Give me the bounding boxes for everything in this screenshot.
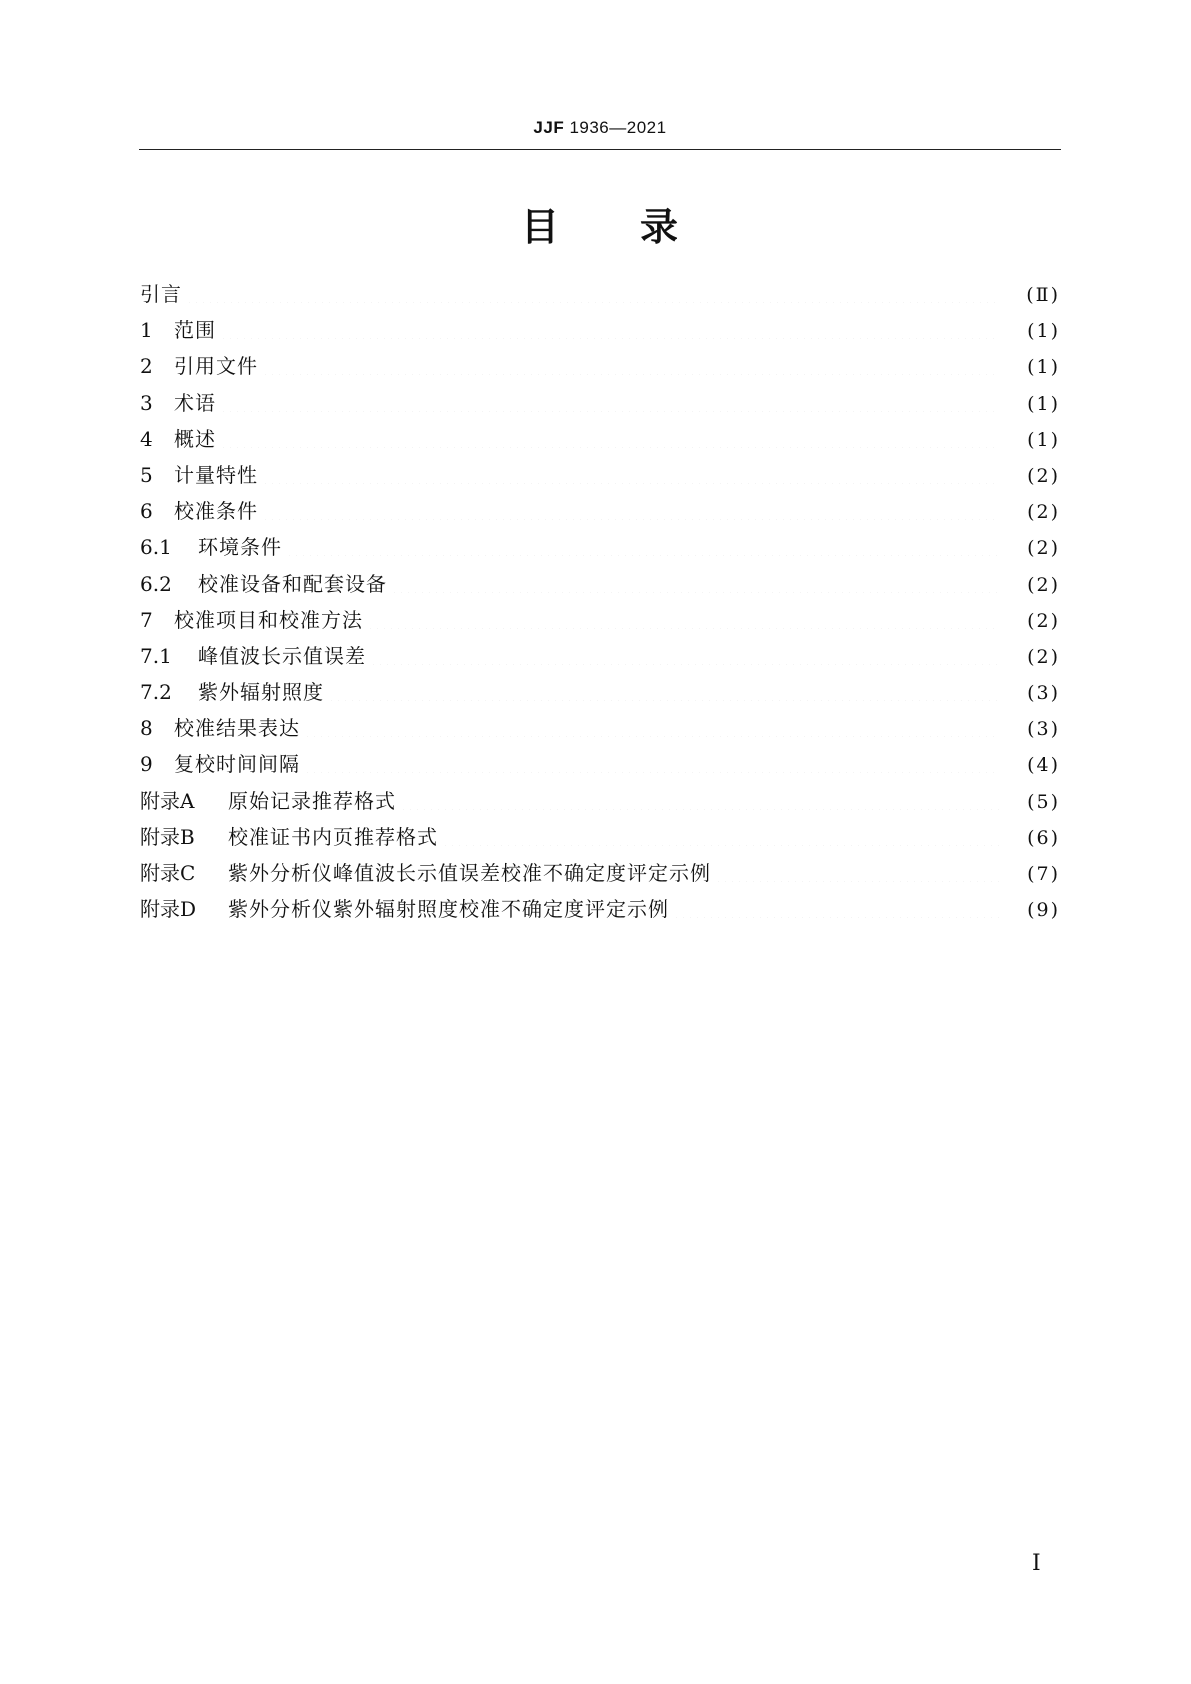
- toc-dot-leader: [220, 317, 1000, 339]
- toc-entry[interactable]: [140, 495, 1060, 531]
- toc-entry-title: 范围: [174, 318, 216, 343]
- toc-entry[interactable]: [140, 423, 1060, 459]
- toc-entry-title: 引用文件: [174, 354, 258, 379]
- toc-entry-title: 校准证书内页推荐格式: [228, 824, 438, 849]
- toc-entry-number: 4: [140, 426, 153, 451]
- toc-entry[interactable]: [140, 676, 1060, 712]
- toc-entry[interactable]: [140, 568, 1060, 604]
- toc-dot-leader: [186, 281, 1000, 303]
- toc-entry-title: 环境条件: [198, 535, 282, 560]
- toc-entry[interactable]: [140, 748, 1060, 784]
- toc-entry-number: 8: [140, 716, 153, 741]
- page-title: [140, 196, 1060, 251]
- toc-entry[interactable]: [140, 314, 1060, 350]
- toc-entry[interactable]: [140, 857, 1060, 893]
- toc-entry-number: 附录C: [140, 861, 196, 885]
- toc-entry-number: 9: [140, 752, 153, 777]
- toc-dot-leader: [370, 643, 1000, 665]
- toc-entry-number: 6.2: [140, 571, 172, 596]
- document-header: [140, 118, 1060, 138]
- toc-entry[interactable]: [140, 785, 1060, 821]
- title-char-1: 目: [520, 205, 560, 249]
- toc-dot-leader: [262, 353, 1000, 375]
- toc-entry-number: 3: [140, 390, 153, 415]
- toc-entry-page: (1): [1027, 356, 1060, 379]
- toc-entry-number: 附录B: [140, 824, 195, 849]
- toc-entry[interactable]: [140, 278, 1060, 314]
- toc-dot-leader: [286, 534, 1000, 556]
- toc-entry-page: (2): [1027, 464, 1060, 487]
- title-char-2: 录: [640, 205, 680, 249]
- toc-entry-title: 术语: [174, 390, 216, 415]
- toc-entry[interactable]: [140, 640, 1060, 676]
- toc-entry-number: 6.1: [140, 535, 172, 560]
- standard-number: 1936—2021: [569, 118, 667, 137]
- header-rule: [139, 149, 1061, 150]
- toc-entry[interactable]: [140, 604, 1060, 640]
- toc-entry-title: 引言: [140, 282, 182, 306]
- toc-entry-title: 校准结果表达: [174, 716, 300, 741]
- toc-entry-number: 7: [140, 607, 153, 632]
- toc-dot-leader: [391, 571, 1000, 593]
- toc-dot-leader: [367, 607, 1000, 629]
- toc-entry-page: (2): [1027, 645, 1060, 668]
- toc-entry-title: 紫外分析仪峰值波长示值误差校准不确定度评定示例: [228, 861, 711, 885]
- toc-entry-page: (3): [1027, 718, 1060, 741]
- toc-dot-leader: [262, 498, 1000, 520]
- toc-entry-page: (1): [1027, 392, 1060, 415]
- toc-entry-number: 附录A: [140, 788, 195, 813]
- toc-dot-leader: [304, 751, 1000, 773]
- toc-entry-page: (2): [1027, 537, 1060, 560]
- toc-entry-page: (2): [1027, 501, 1060, 524]
- toc-dot-leader: [400, 788, 1000, 810]
- toc-entry[interactable]: [140, 531, 1060, 567]
- toc-entry-number: 1: [140, 318, 153, 343]
- toc-entry-title: 校准条件: [174, 499, 258, 524]
- toc-dot-leader: [304, 715, 1000, 737]
- toc-entry-number: 5: [140, 462, 153, 487]
- table-of-contents: [140, 278, 1060, 929]
- toc-entry-title: 计量特性: [174, 462, 258, 487]
- toc-entry-page: (7): [1027, 863, 1060, 885]
- toc-entry-number: 7.1: [140, 643, 172, 668]
- toc-entry-number: 附录D: [140, 897, 197, 922]
- toc-entry-page: (3): [1027, 682, 1060, 705]
- toc-entry-title: 原始记录推荐格式: [228, 788, 396, 813]
- toc-entry-page: (4): [1027, 754, 1060, 777]
- toc-entry-page: (1): [1027, 428, 1060, 451]
- toc-entry-page: (5): [1027, 790, 1060, 813]
- toc-entry-page: (1): [1027, 320, 1060, 343]
- toc-entry-title: 概述: [174, 426, 216, 451]
- toc-entry[interactable]: [140, 387, 1060, 423]
- toc-entry[interactable]: [140, 712, 1060, 748]
- toc-entry-title: 紫外分析仪紫外辐射照度校准不确定度评定示例: [228, 897, 669, 922]
- toc-entry[interactable]: [140, 350, 1060, 386]
- toc-entry[interactable]: [140, 821, 1060, 857]
- toc-dot-leader: [262, 462, 1000, 484]
- toc-entry-number: 6: [140, 499, 153, 524]
- toc-dot-leader: [220, 390, 1000, 412]
- toc-entry[interactable]: [140, 459, 1060, 495]
- toc-entry-title: 校准项目和校准方法: [174, 607, 363, 632]
- toc-dot-leader: [220, 426, 1000, 448]
- toc-entry-page: (Ⅱ): [1026, 284, 1060, 306]
- toc-entry-title: 复校时间间隔: [174, 752, 300, 777]
- toc-dot-leader: [673, 896, 1000, 918]
- toc-entry-page: (2): [1027, 573, 1060, 596]
- toc-entry-title: 紫外辐射照度: [198, 680, 324, 705]
- toc-dot-leader: [328, 679, 1000, 701]
- toc-entry-page: (6): [1027, 826, 1060, 849]
- footer-page-number: I: [1032, 1551, 1041, 1576]
- toc-entry-page: (2): [1027, 609, 1060, 632]
- toc-dot-leader: [442, 824, 1000, 846]
- toc-dot-leader: [715, 860, 1000, 882]
- toc-entry-title: 峰值波长示值误差: [198, 643, 366, 668]
- toc-entry-number: 2: [140, 354, 153, 379]
- standard-prefix: JJF: [533, 118, 565, 137]
- toc-entry-title: 校准设备和配套设备: [198, 571, 387, 596]
- toc-entry-page: (9): [1027, 899, 1060, 922]
- toc-entry[interactable]: [140, 893, 1060, 929]
- toc-entry-number: 7.2: [140, 680, 172, 705]
